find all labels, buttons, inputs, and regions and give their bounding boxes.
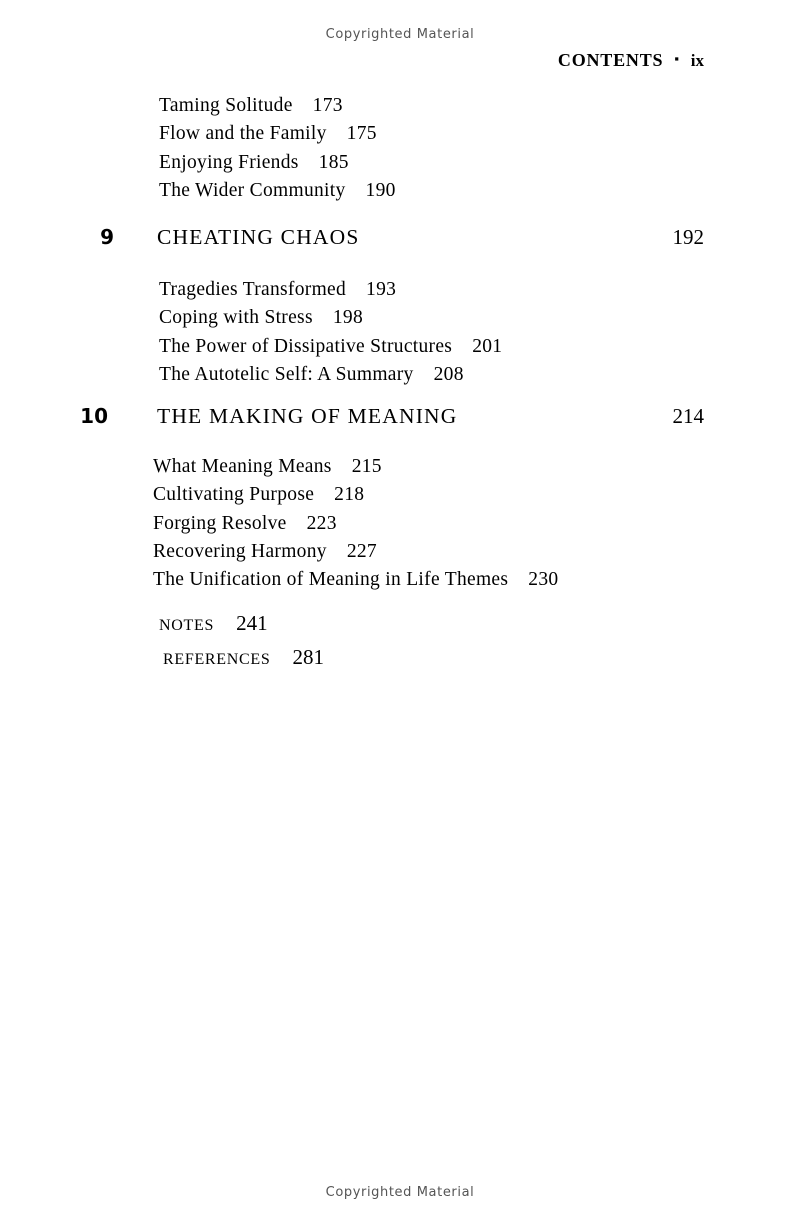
toc-entry[interactable] [159,304,502,332]
toc-entry[interactable] [159,177,396,205]
copyright-watermark-top: Copyrighted Material [325,27,475,42]
chapter-title: CHEATING CHAOS [157,225,360,249]
toc-entry[interactable] [153,538,558,566]
toc-entry-title: Enjoying Friends [159,151,299,173]
running-head-label: CONTENTS [557,50,664,70]
backmatter-page: 281 [292,644,324,669]
toc-entry-title: The Autotelic Self: A Summary [159,363,414,385]
toc-entry[interactable] [159,92,396,120]
backmatter-page: 241 [236,611,268,635]
toc-entry-page: 218 [334,484,365,506]
toc-entry-page: 223 [306,512,337,534]
toc-entry-title: Taming Solitude [159,95,293,116]
toc-entry-page: 193 [366,279,397,300]
toc-entry[interactable] [159,120,396,148]
toc-entry-title: The Power of Dissipative Structures [159,335,453,357]
toc-entry-title: The Wider Community [159,179,346,201]
chapter-number: 10 [80,404,108,428]
toc-entry-title: Tragedies Transformed [159,279,347,300]
toc-entry[interactable] [159,333,502,361]
toc-entry-page: 215 [351,456,382,477]
toc-entry[interactable] [153,566,558,594]
toc-entry-title: What Meaning Means [153,456,332,477]
backmatter-label: REFERENCES [163,650,271,668]
chapter-heading-10[interactable] [0,404,800,434]
toc-entry-page: 227 [346,540,377,562]
toc-entry-title: Forging Resolve [153,512,287,534]
running-head-separator-icon: ▪ [674,51,680,66]
entry-group-chapter-9 [159,276,502,389]
backmatter-list [159,607,324,674]
entry-group-chapter-8 [159,92,396,205]
toc-entry[interactable] [153,453,558,481]
toc-entry-title: Coping with Stress [159,307,313,329]
toc-entry-title: Cultivating Purpose [153,484,315,506]
toc-entry-page: 190 [365,179,396,201]
toc-entry-title: Recovering Harmony [153,540,327,562]
toc-entry[interactable] [153,481,558,509]
toc-entry-page: 185 [318,151,349,173]
backmatter-entry-references[interactable] [163,641,324,675]
toc-entry-page: 198 [332,307,363,329]
toc-entry[interactable] [153,510,558,538]
toc-entry-page: 201 [472,335,503,357]
toc-entry[interactable] [159,276,502,304]
page-folio: ix [690,51,704,70]
chapter-heading-9[interactable] [0,225,800,255]
chapter-page: 192 [672,225,704,249]
backmatter-label: NOTES [159,617,215,634]
copyright-watermark-bottom: Copyrighted Material [325,1185,475,1200]
toc-entry-title: Flow and the Family [159,123,327,145]
toc-entry-page: 230 [528,569,559,591]
toc-entry-title: The Unification of Meaning in Life Themes [153,569,509,591]
toc-entry-page: 175 [346,123,377,145]
entry-group-chapter-10 [153,453,558,594]
toc-entry[interactable] [159,149,396,177]
backmatter-entry-notes[interactable] [159,607,324,641]
toc-entry-page: 208 [433,363,464,385]
toc-entry-page: 173 [312,95,343,116]
chapter-page: 214 [672,404,704,428]
running-head [0,50,800,71]
toc-entry[interactable] [159,361,502,389]
chapter-number: 9 [100,225,114,249]
chapter-title: THE MAKING OF MEANING [157,404,458,428]
